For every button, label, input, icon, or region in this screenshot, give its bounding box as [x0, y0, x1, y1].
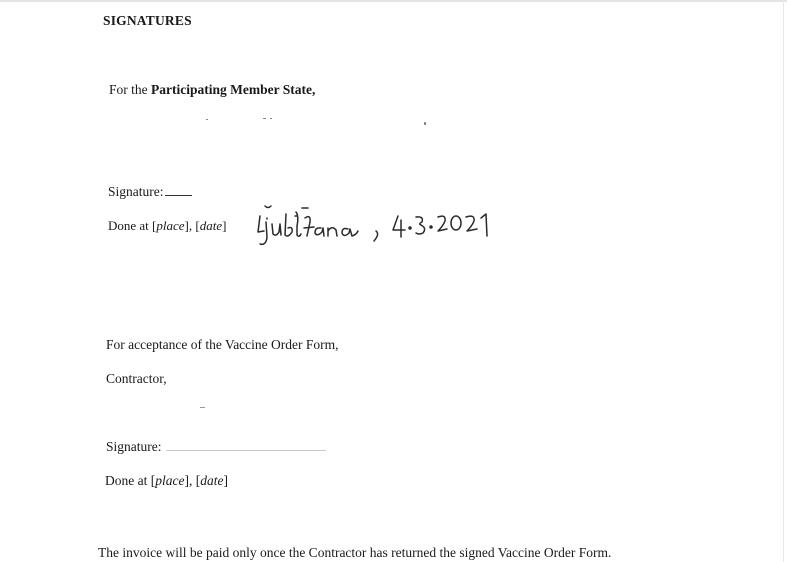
member-state-prefix: For the	[109, 82, 151, 97]
contractor-acceptance: For acceptance of the Vaccine Order Form,	[106, 337, 339, 352]
contractor-signature-line	[166, 449, 326, 451]
contractor-signature-label: Signature:	[106, 439, 162, 454]
redaction-speck	[206, 119, 208, 120]
member-state-party: Participating Member State,	[151, 82, 316, 97]
contractor-signature-row	[106, 439, 326, 455]
redaction-speck	[270, 118, 272, 119]
page-right-edge	[783, 0, 784, 562]
member-state-line	[109, 82, 315, 98]
signatures-heading: SIGNATURES	[103, 13, 192, 28]
member-state-signature-label: Signature:	[108, 184, 164, 199]
place-placeholder: place	[156, 218, 185, 233]
redaction-mark	[200, 407, 205, 408]
member-state-signature-line	[165, 194, 192, 196]
contractor-party: Contractor,	[106, 371, 167, 386]
member-state-signature-row	[108, 184, 192, 200]
date-placeholder: date	[200, 473, 224, 488]
handwritten-place-date	[248, 204, 518, 256]
redaction-speck	[424, 122, 426, 125]
contractor-done-at: Done at [place], [date]	[105, 473, 228, 488]
redaction-speck	[263, 118, 266, 119]
date-placeholder: date	[199, 218, 223, 233]
page-top-edge	[0, 0, 787, 2]
member-state-done-at: Done at [place], [date]	[108, 218, 227, 233]
footer-invoice-note: The invoice will be paid only once the Contractor has returned the signed Vaccine Order Form.	[98, 545, 612, 560]
place-placeholder: place	[155, 473, 185, 488]
